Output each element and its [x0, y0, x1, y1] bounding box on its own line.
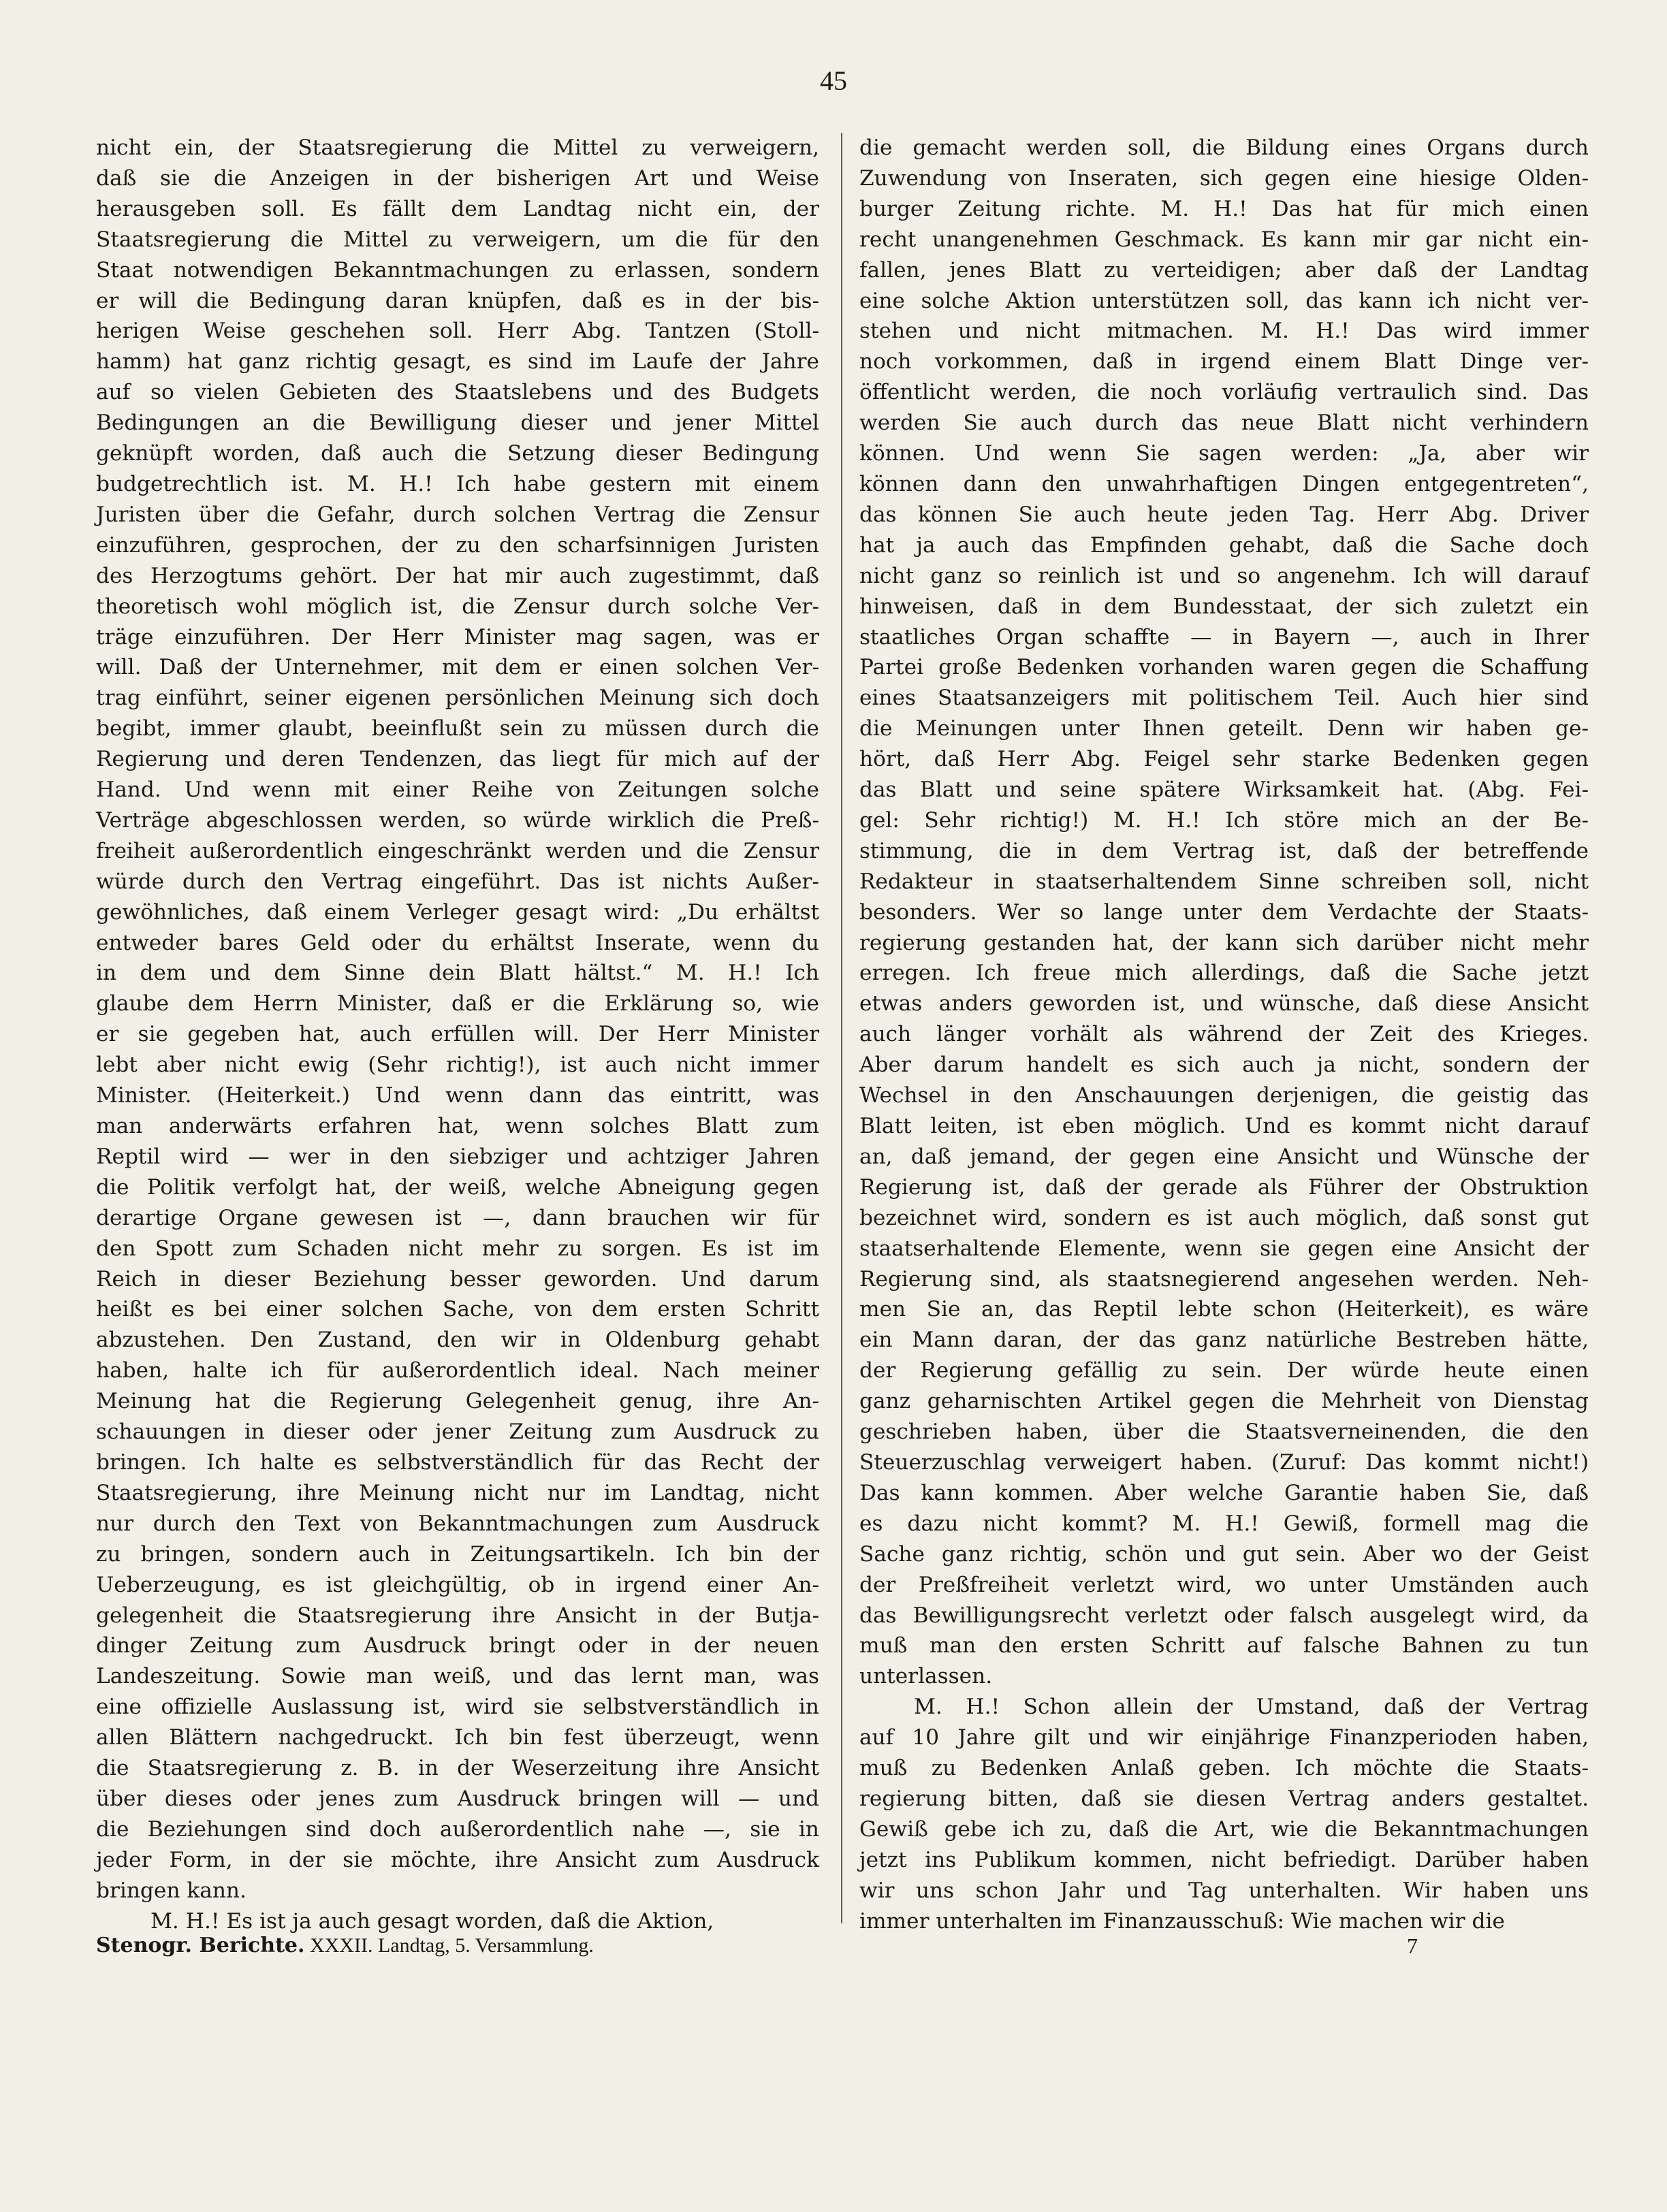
left-column-text-line: Staat notwendigen Bekanntmachungen zu erlassen, sondern	[96, 257, 819, 283]
left-column-text-line: Regierung und deren Tendenzen, das liegt für mich auf der	[96, 747, 819, 772]
right-column-text-line: eines Staatsanzeigers mit politischem Teil. Auch hier sind	[859, 686, 1589, 711]
left-column-text-line: Reptil wird — wer in den siebziger und achtziger Jahren	[96, 1144, 819, 1169]
right-column	[859, 133, 1589, 1936]
right-column-text-line: fallen, jenes Blatt zu verteidigen; aber daß der Landtag	[859, 257, 1589, 283]
footer-session-label: XXXII. Landtag, 5. Versammlung.	[309, 1934, 594, 1957]
left-column-text-line: Minister. (Heiterkeit.) Und wenn dann das eintritt, was	[96, 1083, 819, 1108]
left-column-text-line: Reich in dieser Beziehung besser geworden. Und darum	[96, 1266, 819, 1292]
left-column-text-line: auf so vielen Gebieten des Staatslebens und des Budgets	[96, 380, 819, 405]
left-column-text-line: Bedingungen an die Bewilligung dieser und jener Mittel	[96, 411, 819, 436]
left-column-text-line: über dieses oder jenes zum Ausdruck bringen will — und	[96, 1786, 819, 1811]
right-column-text-line: eine solche Aktion unterstützen soll, das kann ich nicht ver-	[859, 288, 1589, 313]
left-column-text-line: man anderwärts erfahren hat, wenn solches Blatt zum	[96, 1114, 819, 1138]
right-column-text-line: men Sie an, das Reptil lebte schon (Heiterkeit), es wäre	[859, 1297, 1589, 1322]
right-column-text-line: die Meinungen unter Ihnen geteilt. Denn wir haben ge-	[859, 716, 1589, 741]
right-column-text-line: der Regierung gefällig zu sein. Der würde heute einen	[859, 1358, 1589, 1383]
right-column-text-line: Blatt leiten, ist eben möglich. Und es kommt nicht darauf	[859, 1114, 1589, 1138]
left-column-text-line: zu bringen, sondern auch in Zeitungsartikeln. Ich bin der	[96, 1541, 819, 1567]
right-column-text-line: stehen und nicht mitmachen. M. H.! Das wird immer	[859, 319, 1589, 344]
right-column-text-line: hinweisen, daß in dem Bundesstaat, der sich zuletzt ein	[859, 594, 1589, 619]
footer-sheet-number: 7	[1407, 1934, 1418, 1958]
left-column-text-line: herigen Weise geschehen soll. Herr Abg. Tantzen (Stoll-	[96, 319, 819, 344]
right-column-text-line: die gemacht werden soll, die Bildung eines Organs durch	[859, 135, 1589, 160]
left-column-text-line: schauungen in dieser oder jener Zeitung zum Ausdruck zu	[96, 1420, 819, 1445]
left-column-text-line: daß sie die Anzeigen in der bisherigen Art und Weise	[96, 165, 819, 191]
left-column-text-line: freiheit außerordentlich eingeschränkt werden und die Zensur	[96, 838, 819, 863]
left-column-text-line: eine offizielle Auslassung ist, wird sie selbstverständlich in	[96, 1695, 819, 1720]
right-column-text-line: ganz geharnischten Artikel gegen die Mehrheit von Dienstag	[859, 1389, 1589, 1414]
right-column-text-line: etwas anders geworden ist, und wünsche, daß diese Ansicht	[859, 991, 1589, 1016]
left-column-text-line: träge einzuführen. Der Herr Minister mag sagen, was er	[96, 624, 819, 650]
left-column-text-line: Juristen über die Gefahr, durch solchen Vertrag die Zensur	[96, 502, 819, 527]
right-column-text-line: regierung bitten, daß sie diesen Vertrag anders gestaltet.	[859, 1786, 1589, 1811]
left-column-text-line: dinger Zeitung zum Ausdruck bringt oder in der neuen	[96, 1633, 819, 1658]
right-column-text-line: das Bewilligungsrecht verletzt oder falsch ausgelegt wird, da	[859, 1603, 1589, 1628]
left-column-text-line: lebt aber nicht ewig (Sehr richtig!), ist auch nicht immer	[96, 1053, 819, 1078]
left-column-text-line: Meinung hat die Regierung Gelegenheit genug, ihre An-	[96, 1389, 819, 1414]
right-column-text-line: das Blatt und seine spätere Wirksamkeit hat. (Abg. Fei-	[859, 778, 1589, 803]
right-column-text-line: wir uns schon Jahr und Tag unterhalten. Wir haben uns	[859, 1878, 1589, 1903]
left-column-text-line: allen Blättern nachgedruckt. Ich bin fest überzeugt, wenn	[96, 1725, 819, 1750]
right-column-text-line: ein Mann daran, der das ganz natürliche Bestreben hätte,	[859, 1328, 1589, 1353]
right-column-text-line: noch vorkommen, daß in irgend einem Blatt Dinge ver-	[859, 349, 1589, 374]
right-column-text-line: unterlassen.	[859, 1664, 993, 1689]
right-column-text-line: Gewiß gebe ich zu, daß die Art, wie die Bekanntmachungen	[859, 1816, 1589, 1842]
right-column-text-line: muß man den ersten Schritt auf falsche Bahnen zu tun	[859, 1633, 1589, 1658]
right-column-text-line: stimmung, die in dem Vertrag ist, daß der betreffende	[859, 838, 1589, 863]
right-column-text-line: auch länger vorhält als während der Zeit des Krieges.	[859, 1022, 1589, 1047]
right-column-text-line: das können Sie auch heute jeden Tag. Herr Abg. Driver	[859, 502, 1589, 527]
left-column-text-line: entweder bares Geld oder du erhältst Inserate, wenn du	[96, 930, 819, 955]
left-column-text-line: bringen. Ich halte es selbstverständlich für das Recht der	[96, 1449, 819, 1475]
left-column-text-line: nicht ein, der Staatsregierung die Mittel zu verweigern,	[96, 135, 819, 160]
left-column-text-line: theoretisch wohl möglich ist, die Zensur durch solche Ver-	[96, 594, 819, 619]
left-column-text-line: den Spott zum Schaden nicht mehr zu sorgen. Es ist im	[96, 1236, 819, 1261]
left-column-text-line: glaube dem Herrn Minister, daß er die Erklärung so, wie	[96, 991, 819, 1016]
left-column-text-line: Ueberzeugung, es ist gleichgültig, ob in irgend einer An-	[96, 1572, 819, 1597]
right-column-text-line: bezeichnet wird, sondern es ist auch möglich, daß sonst gut	[859, 1205, 1589, 1230]
left-column-text-line: begibt, immer glaubt, beeinflußt sein zu müssen durch die	[96, 716, 819, 741]
right-column-text-line: können. Und wenn Sie sagen werden: „Ja, aber wir	[859, 441, 1589, 466]
left-column-text-line: Staatsregierung, ihre Meinung nicht nur im Landtag, nicht	[96, 1480, 819, 1505]
left-column-text-line: Hand. Und wenn mit einer Reihe von Zeitungen solche	[96, 778, 819, 803]
right-column-text-line: staatliches Organ schaffte — in Bayern —, auch in Ihrer	[859, 624, 1589, 650]
left-column-text-line: heißt es bei einer solchen Sache, von dem ersten Schritt	[96, 1297, 819, 1322]
right-column-text-line: erregen. Ich freue mich allerdings, daß die Sache jetzt	[859, 961, 1589, 986]
right-column-text-line: Zuwendung von Inseraten, sich gegen eine hiesige Olden-	[859, 165, 1589, 191]
left-column-text-line: derartige Organe gewesen ist —, dann brauchen wir für	[96, 1205, 819, 1230]
right-column-text-line: werden Sie auch durch das neue Blatt nicht verhindern	[859, 411, 1589, 436]
right-column-text-line: burger Zeitung richte. M. H.! Das hat für mich einen	[859, 196, 1589, 221]
left-column-text-line: hamm) hat ganz richtig gesagt, es sind im Laufe der Jahre	[96, 349, 819, 374]
left-column-text-line: er sie gegeben hat, auch erfüllen will. Der Herr Minister	[96, 1022, 819, 1047]
right-column-text-line: gel: Sehr richtig!) M. H.! Ich störe mich an der Be-	[859, 807, 1589, 833]
column-divider	[841, 133, 842, 1923]
left-column-text-line: trag einführt, seiner eigenen persönlichen Meinung sich doch	[96, 686, 819, 711]
left-column-text-line: des Herzogtums gehört. Der hat mir auch zugestimmt, daß	[96, 563, 819, 588]
left-column-text-line: würde durch den Vertrag eingeführt. Das ist nichts Außer-	[96, 869, 819, 894]
right-column-text-line: geschrieben haben, über die Staatsverneinenden, die den	[859, 1420, 1589, 1445]
left-column-text-line: geknüpft worden, daß auch die Setzung dieser Bedingung	[96, 441, 819, 466]
right-column-text-line: es dazu nicht kommt? M. H.! Gewiß, formell mag die	[859, 1511, 1589, 1536]
right-column-text-line: Das kann kommen. Aber welche Garantie haben Sie, daß	[859, 1480, 1589, 1505]
right-column-text-line: Regierung ist, daß der gerade als Führer der Obstruktion	[859, 1174, 1589, 1200]
right-column-text-line: Sache ganz richtig, schön und gut sein. Aber wo der Geist	[859, 1541, 1589, 1567]
left-column-text-line: die Staatsregierung z. B. in der Weserzeitung ihre Ansicht	[96, 1756, 819, 1781]
page-number: 45	[820, 65, 847, 96]
right-column-text-line: Redakteur in staatserhaltendem Sinne schreiben soll, nicht	[859, 869, 1589, 894]
left-column-text-line: bringen kann.	[96, 1878, 247, 1903]
left-column-text-line: haben, halte ich für außerordentlich ideal. Nach meiner	[96, 1358, 819, 1383]
left-column-text-line: M. H.! Es ist ja auch gesagt worden, daß die Aktion,	[150, 1908, 714, 1934]
left-column-text-line: die Beziehungen sind doch außerordentlich nahe —, sie in	[96, 1816, 819, 1842]
right-column-text-line: muß zu Bedenken Anlaß geben. Ich möchte die Staats-	[859, 1756, 1589, 1781]
left-column-text-line: will. Daß der Unternehmer, mit dem er einen solchen Ver-	[96, 655, 819, 680]
right-column-text-line: Regierung sind, als staatsnegierend angesehen werden. Neh-	[859, 1266, 1589, 1292]
left-column-text-line: die Politik verfolgt hat, der weiß, welche Abneigung gegen	[96, 1174, 819, 1200]
left-column	[96, 133, 819, 1936]
right-column-text-line: M. H.! Schon allein der Umstand, daß der Vertrag	[914, 1695, 1589, 1720]
right-column-text-line: Partei große Bedenken vorhanden waren gegen die Schaffung	[859, 655, 1589, 680]
right-column-text-line: auf 10 Jahre gilt und wir einjährige Finanzperioden haben,	[859, 1725, 1589, 1750]
right-column-text-line: staatserhaltende Elemente, wenn sie gegen eine Ansicht der	[859, 1236, 1589, 1261]
right-column-text-line: hat ja auch das Empfinden gehabt, daß die Sache doch	[859, 532, 1589, 558]
left-column-text-line: gelegenheit die Staatsregierung ihre Ansicht in der Butja-	[96, 1603, 819, 1628]
left-column-text-line: Landeszeitung. Sowie man weiß, und das lernt man, was	[96, 1664, 819, 1689]
right-column-text-line: besonders. Wer so lange unter dem Verdachte der Staats-	[859, 899, 1589, 925]
right-column-text-line: jetzt ins Publikum kommen, nicht befriedigt. Darüber haben	[859, 1847, 1589, 1872]
right-column-text-line: Aber darum handelt es sich auch ja nicht, sondern der	[859, 1053, 1589, 1078]
right-column-text-line: an, daß jemand, der gegen eine Ansicht und Wünsche der	[859, 1144, 1589, 1169]
left-column-text-line: er will die Bedingung daran knüpfen, daß es in der bis-	[96, 288, 819, 313]
footer-source	[96, 1934, 594, 1957]
left-column-text-line: Verträge abgeschlossen werden, so würde wirklich die Preß-	[96, 807, 819, 833]
left-column-text-line: herausgeben soll. Es fällt dem Landtag nicht ein, der	[96, 196, 819, 221]
right-column-text-line: Steuerzuschlag verweigert haben. (Zuruf: Das kommt nicht!)	[859, 1449, 1589, 1475]
left-column-text-line: nur durch den Text von Bekanntmachungen zum Ausdruck	[96, 1511, 819, 1536]
left-column-text-line: Staatsregierung die Mittel zu verweigern, um die für den	[96, 227, 819, 252]
left-column-text-line: jeder Form, in der sie möchte, ihre Ansicht zum Ausdruck	[96, 1847, 819, 1872]
right-column-text-line: immer unterhalten im Finanzausschuß: Wie machen wir die	[859, 1908, 1505, 1934]
right-column-text-line: hört, daß Herr Abg. Feigel sehr starke Bedenken gegen	[859, 747, 1589, 772]
footer-source-label: Stenogr. Berichte.	[96, 1934, 305, 1957]
right-column-text-line: recht unangenehmen Geschmack. Es kann mir gar nicht ein-	[859, 227, 1589, 252]
left-column-text-line: abzustehen. Den Zustand, den wir in Oldenburg gehabt	[96, 1328, 819, 1353]
right-column-text-line: Wechsel in den Anschauungen derjenigen, die geistig das	[859, 1083, 1589, 1108]
left-column-text-line: einzuführen, gesprochen, der zu den scharfsinnigen Juristen	[96, 532, 819, 558]
right-column-text-line: der Preßfreiheit verletzt wird, wo unter Umständen auch	[859, 1572, 1589, 1597]
right-column-text-line: nicht ganz so reinlich ist und so angenehm. Ich will darauf	[859, 563, 1589, 588]
left-column-text-line: budgetrechtlich ist. M. H.! Ich habe gestern mit einem	[96, 471, 819, 496]
right-column-text-line: öffentlicht werden, die noch vorläufig vertraulich sind. Das	[859, 380, 1589, 405]
left-column-text-line: in dem und dem Sinne dein Blatt hältst.“ M. H.! Ich	[96, 961, 819, 986]
right-column-text-line: regierung gestanden hat, der kann sich darüber nicht mehr	[859, 930, 1589, 955]
right-column-text-line: können dann den unwahrhaftigen Dingen entgegentreten“,	[859, 471, 1589, 496]
left-column-text-line: gewöhnliches, daß einem Verleger gesagt wird: „Du erhältst	[96, 899, 819, 925]
